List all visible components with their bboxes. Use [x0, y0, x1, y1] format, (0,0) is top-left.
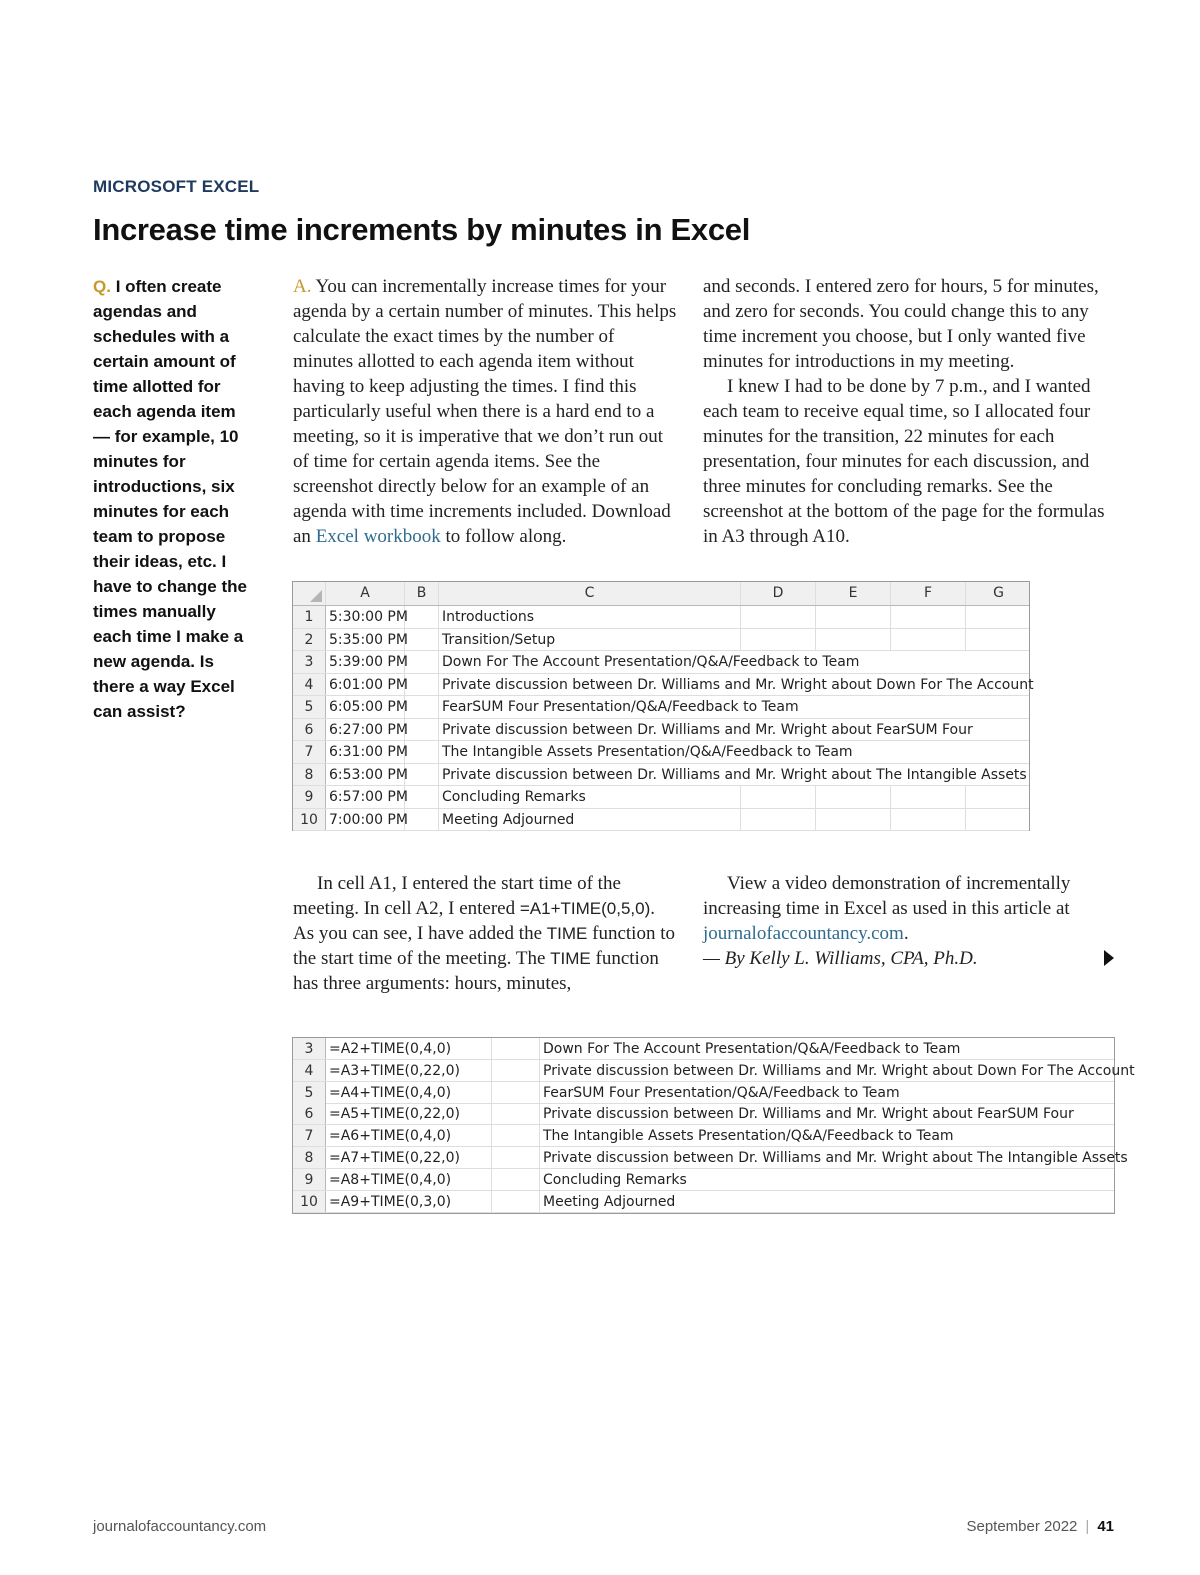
- agenda-item-cell[interactable]: Private discussion between Dr. Williams and Mr. Wright about FearSUM Four: [442, 721, 973, 738]
- column-header-f[interactable]: F: [891, 582, 966, 605]
- column-header-row: [293, 582, 1029, 606]
- answer-paragraph-3: I knew I had to be done by 7 p.m., and I wanted each team to receive equal time, so I allocated four minutes for the transition, 22 minutes for each presentation, four minutes for each discussion, and three minutes for concluding remarks. See the screenshot at the bottom of the page for the formulas in A3 through A10.: [703, 376, 1105, 547]
- row-number[interactable]: 8: [293, 1147, 326, 1168]
- agenda-item-cell[interactable]: The Intangible Assets Presentation/Q&A/Feedback to Team: [442, 744, 853, 760]
- row-number[interactable]: 2: [293, 629, 326, 651]
- row-number[interactable]: 8: [293, 764, 326, 786]
- footer-separator: |: [1085, 1518, 1090, 1535]
- empty-cell[interactable]: [966, 696, 1031, 718]
- answer-column-2: [703, 274, 1115, 549]
- agenda-item-cell[interactable]: Private discussion between Dr. Williams and Mr. Wright about Down For The Account: [442, 676, 1034, 693]
- formula-spreadsheet: [292, 1037, 1135, 1214]
- table-row: [293, 1103, 1114, 1125]
- agenda-item-cell[interactable]: FearSUM Four Presentation/Q&A/Feedback to Team: [442, 699, 799, 715]
- row-number[interactable]: 5: [293, 696, 326, 718]
- author-byline: — By Kelly L. Williams, CPA, Ph.D.: [703, 948, 978, 969]
- answer-text-4b: . As you can see, I have added the: [293, 898, 655, 944]
- page-number: 41: [1097, 1518, 1114, 1535]
- empty-cell[interactable]: [405, 719, 439, 741]
- empty-cell[interactable]: [816, 696, 891, 718]
- row-number[interactable]: 6: [293, 719, 326, 741]
- empty-cell[interactable]: [405, 696, 439, 718]
- table-row: [293, 1169, 1114, 1191]
- row-number[interactable]: 7: [293, 741, 326, 763]
- empty-cell[interactable]: [405, 606, 439, 628]
- footer-site: journalofaccountancy.com: [93, 1518, 267, 1535]
- answer-column-3: [293, 871, 678, 996]
- footer-page-info: [966, 1518, 1114, 1535]
- empty-cell[interactable]: [966, 651, 1031, 673]
- empty-cell[interactable]: [816, 786, 891, 808]
- empty-cell[interactable]: [405, 674, 439, 696]
- formula-cell[interactable]: =A9+TIME(0,3,0): [326, 1191, 492, 1212]
- time-cell[interactable]: 6:31:00 PM: [326, 741, 405, 763]
- table-row: [293, 696, 1029, 719]
- table-row: [293, 809, 1029, 832]
- row-number[interactable]: 9: [293, 1169, 326, 1190]
- answer-paragraph-5: [703, 871, 1115, 946]
- answer-text-1a: You can incrementally increase times for your agenda by a certain number of minutes. This helps calculate the exact times by the number of minutes allotted to each agenda item without having to keep adjusting the times. I find this particularly useful when there is a hard end to a meeting, so it is imperative that we don’t run out of time for certain agenda items. See the screenshot directly below for an example of an agenda with time increments included. Download an: [293, 276, 677, 547]
- answer-text-5a: View a video demonstration of incrementally increasing time in Excel as used in this article at: [703, 873, 1071, 919]
- column-header-e[interactable]: E: [816, 582, 891, 605]
- row-number[interactable]: 3: [293, 651, 326, 673]
- table-row: [293, 1038, 1114, 1060]
- empty-cell[interactable]: [405, 651, 439, 673]
- row-number[interactable]: 1: [293, 606, 326, 628]
- row-number[interactable]: 10: [293, 1191, 326, 1212]
- row-number[interactable]: 6: [293, 1103, 326, 1124]
- answer-text-4a: In cell A1, I entered the start time of the meeting. In cell A2, I entered: [293, 873, 621, 919]
- formula-cell[interactable]: =A6+TIME(0,4,0): [326, 1125, 492, 1146]
- time-cell[interactable]: 7:00:00 PM: [326, 809, 405, 831]
- table-row: [293, 786, 1029, 809]
- time-cell[interactable]: 5:30:00 PM: [326, 606, 405, 628]
- time-cell[interactable]: 6:01:00 PM: [326, 674, 405, 696]
- column-header-c[interactable]: C: [439, 582, 741, 605]
- table-row: [293, 719, 1029, 742]
- row-number[interactable]: 10: [293, 809, 326, 831]
- table-row: [293, 606, 1029, 629]
- empty-cell[interactable]: [492, 1191, 540, 1212]
- row-number[interactable]: 4: [293, 674, 326, 696]
- row-number[interactable]: 7: [293, 1125, 326, 1146]
- formula-cell[interactable]: =A8+TIME(0,4,0): [326, 1169, 492, 1190]
- empty-cell[interactable]: [741, 786, 816, 808]
- question-marker: Q.: [93, 277, 111, 296]
- empty-cell[interactable]: [891, 651, 966, 673]
- answer-column-4: [703, 871, 1115, 971]
- select-all-corner[interactable]: [293, 582, 326, 605]
- empty-cell[interactable]: [492, 1060, 540, 1081]
- row-number[interactable]: 5: [293, 1082, 326, 1103]
- answer-paragraph-1: [293, 274, 678, 549]
- agenda-item-cell[interactable]: Introductions: [439, 606, 741, 628]
- formula-cell[interactable]: =A3+TIME(0,22,0): [326, 1060, 492, 1081]
- empty-cell[interactable]: [741, 629, 816, 651]
- empty-cell[interactable]: [891, 741, 966, 763]
- table-row: [293, 651, 1029, 674]
- answer-paragraph-4: [293, 871, 678, 996]
- formula-cell[interactable]: =A2+TIME(0,4,0): [326, 1038, 492, 1059]
- empty-cell[interactable]: [405, 764, 439, 786]
- agenda-item-cell[interactable]: Concluding Remarks: [439, 786, 741, 808]
- empty-cell[interactable]: [891, 786, 966, 808]
- empty-cell[interactable]: [966, 606, 1031, 628]
- answer-text-5b: .: [903, 923, 909, 944]
- agenda-item-cell[interactable]: Private discussion between Dr. Williams and Mr. Wright about The Intangible Assets: [442, 766, 1027, 783]
- answer-text-1b: to follow along.: [445, 526, 567, 547]
- section-label: MICROSOFT EXCEL: [93, 177, 260, 196]
- table-row: [293, 629, 1029, 652]
- empty-cell[interactable]: [492, 1169, 540, 1190]
- agenda-item-cell[interactable]: Private discussion between Dr. Williams and Mr. Wright about FearSUM Four: [543, 1106, 1074, 1123]
- empty-cell[interactable]: [492, 1038, 540, 1059]
- question-text: I often create agendas and schedules with a certain amount of time allotted for each agenda item — for example, 10 minutes for introductions, six minutes for each team to propose their ideas, etc. I have to change the times manually each time I make a new agenda. Is there a way Excel can assist?: [93, 277, 247, 721]
- inline-function-time-2: TIME: [550, 949, 591, 968]
- empty-cell[interactable]: [405, 786, 439, 808]
- empty-cell[interactable]: [816, 606, 891, 628]
- row-number[interactable]: 4: [293, 1060, 326, 1081]
- empty-cell[interactable]: [492, 1147, 540, 1168]
- answer-column-1: [293, 274, 678, 549]
- empty-cell[interactable]: [816, 629, 891, 651]
- empty-cell[interactable]: [741, 809, 816, 831]
- agenda-item-cell[interactable]: Down For The Account Presentation/Q&A/Feedback to Team: [543, 1041, 961, 1057]
- column-header-b[interactable]: B: [405, 582, 439, 605]
- answer-text-4c: function to the start time of the meeting. The: [293, 923, 675, 969]
- agenda-item-cell[interactable]: Meeting Adjourned: [439, 809, 741, 831]
- empty-cell[interactable]: [492, 1125, 540, 1146]
- footer-date: September 2022: [966, 1518, 1078, 1535]
- time-cell[interactable]: 6:27:00 PM: [326, 719, 405, 741]
- empty-cell[interactable]: [891, 606, 966, 628]
- inline-function-time-1: TIME: [546, 924, 588, 943]
- time-cell[interactable]: 6:05:00 PM: [326, 696, 405, 718]
- empty-cell[interactable]: [891, 629, 966, 651]
- agenda-spreadsheet: [292, 581, 1034, 831]
- right-triangle-arrow-icon[interactable]: [1104, 950, 1114, 966]
- row-number[interactable]: 9: [293, 786, 326, 808]
- table-row: [293, 674, 1034, 697]
- table-row: [293, 764, 1029, 787]
- empty-cell[interactable]: [966, 809, 1031, 831]
- empty-cell[interactable]: [966, 786, 1031, 808]
- journal-website-link[interactable]: journalofaccountancy.com: [703, 923, 904, 944]
- column-header-g[interactable]: G: [993, 585, 1004, 601]
- agenda-item-cell[interactable]: Private discussion between Dr. Williams and Mr. Wright about The Intangible Assets: [543, 1150, 1128, 1166]
- column-header-d[interactable]: D: [741, 582, 816, 605]
- empty-cell[interactable]: [405, 741, 439, 763]
- agenda-item-cell[interactable]: Transition/Setup: [439, 629, 741, 651]
- empty-cell[interactable]: [741, 606, 816, 628]
- time-cell[interactable]: 6:57:00 PM: [326, 786, 405, 808]
- table-row: [293, 1082, 1114, 1104]
- inline-formula: =A1+TIME(0,5,0): [519, 899, 651, 918]
- agenda-item-cell[interactable]: FearSUM Four Presentation/Q&A/Feedback to Team: [543, 1084, 900, 1101]
- table-row: [293, 1060, 1135, 1082]
- column-header-a[interactable]: A: [326, 582, 405, 605]
- empty-cell[interactable]: [405, 629, 439, 651]
- formula-cell[interactable]: =A5+TIME(0,22,0): [326, 1103, 492, 1124]
- table-row: [293, 1191, 1114, 1213]
- empty-cell[interactable]: [966, 629, 1031, 651]
- table-row: [293, 1125, 1114, 1147]
- answer-marker: A.: [293, 276, 312, 297]
- empty-cell[interactable]: [966, 719, 1031, 741]
- empty-cell[interactable]: [891, 696, 966, 718]
- agenda-item-cell[interactable]: The Intangible Assets Presentation/Q&A/Feedback to Team: [543, 1128, 954, 1145]
- time-cell[interactable]: 5:39:00 PM: [326, 651, 405, 673]
- agenda-item-cell[interactable]: Concluding Remarks: [543, 1171, 687, 1188]
- empty-cell[interactable]: [405, 809, 439, 831]
- empty-cell[interactable]: [891, 809, 966, 831]
- article-headline: Increase time increments by minutes in Excel: [93, 212, 751, 247]
- empty-cell[interactable]: [492, 1082, 540, 1103]
- table-row: [293, 741, 1029, 764]
- agenda-item-cell[interactable]: Private discussion between Dr. Williams and Mr. Wright about Down For The Account: [543, 1062, 1135, 1079]
- agenda-item-cell[interactable]: Down For The Account Presentation/Q&A/Feedback to Team: [442, 654, 860, 670]
- empty-cell[interactable]: [816, 809, 891, 831]
- answer-text-4d: function has three arguments: hours, minutes,: [293, 948, 659, 994]
- time-cell[interactable]: 5:35:00 PM: [326, 629, 405, 651]
- question-column: [93, 274, 251, 724]
- formula-cell[interactable]: =A4+TIME(0,4,0): [326, 1082, 492, 1103]
- answer-paragraph-2: and seconds. I entered zero for hours, 5 for minutes, and zero for seconds. You could change this to any time increment you choose, but I only wanted five minutes for introductions in my meeting.: [703, 276, 1099, 372]
- row-number[interactable]: 3: [293, 1038, 326, 1059]
- agenda-item-cell[interactable]: Meeting Adjourned: [543, 1193, 676, 1210]
- table-row: [293, 1147, 1128, 1169]
- formula-cell[interactable]: =A7+TIME(0,22,0): [326, 1147, 492, 1168]
- time-cell[interactable]: 6:53:00 PM: [326, 764, 405, 786]
- empty-cell[interactable]: [966, 741, 1031, 763]
- empty-cell[interactable]: [492, 1103, 540, 1124]
- excel-workbook-link[interactable]: Excel workbook: [315, 526, 441, 547]
